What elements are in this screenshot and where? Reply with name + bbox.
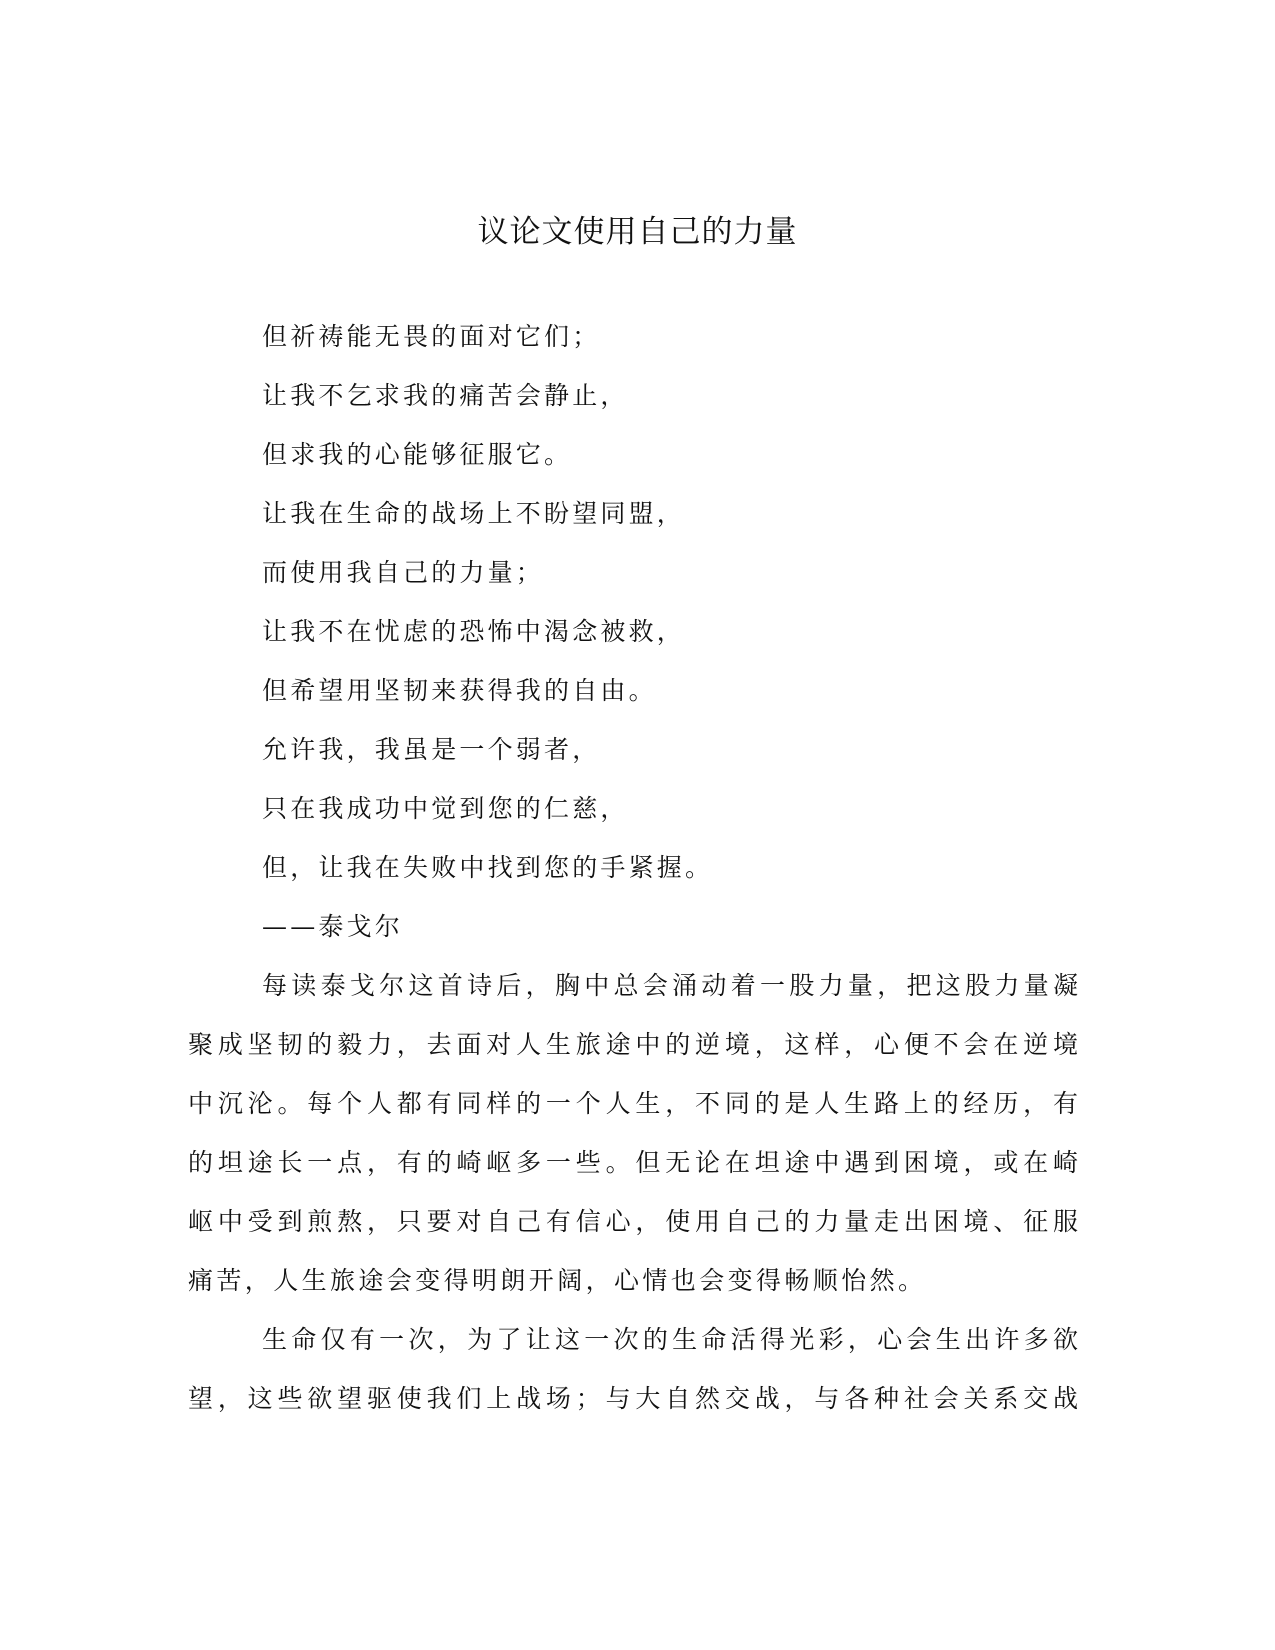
poem-line: 让我不乞求我的痛苦会静止， xyxy=(262,381,629,410)
poem-attribution: ——泰戈尔 xyxy=(262,912,404,941)
poem-line: 而使用我自己的力量； xyxy=(262,558,545,587)
paragraph-line: 生命仅有一次，为了让这一次的生命活得光彩，心会生出许多欲 xyxy=(262,1325,1078,1354)
poem-line: 让我在生命的战场上不盼望同盟， xyxy=(262,499,686,528)
paragraph-line: 岖中受到煎熬，只要对自己有信心，使用自己的力量走出困境、征服 xyxy=(188,1207,1078,1236)
paragraph-line: 的坦途长一点，有的崎岖多一些。但无论在坦途中遇到困境，或在崎 xyxy=(188,1148,1078,1177)
paragraph-line: 痛苦，人生旅途会变得明朗开阔，心情也会变得畅顺怡然。 xyxy=(188,1266,927,1295)
paragraph-line: 每读泰戈尔这首诗后，胸中总会涌动着一股力量，把这股力量凝 xyxy=(262,971,1078,1000)
poem-line: 但希望用坚韧来获得我的自由。 xyxy=(262,676,657,705)
poem-line: 让我不在忧虑的恐怖中渴念被救， xyxy=(262,617,686,646)
poem-line: 但，让我在失败中找到您的手紧握。 xyxy=(262,853,714,882)
paragraph-line: 中沉沦。每个人都有同样的一个人生，不同的是人生路上的经历，有 xyxy=(188,1089,1078,1118)
poem-line: 允许我，我虽是一个弱者， xyxy=(262,735,601,764)
paragraph-line: 望，这些欲望驱使我们上战场；与大自然交战，与各种社会关系交战 xyxy=(188,1384,1078,1413)
poem-line: 只在我成功中觉到您的仁慈， xyxy=(262,794,629,823)
document-title: 议论文使用自己的力量 xyxy=(477,214,798,250)
paragraph-line: 聚成坚韧的毅力，去面对人生旅途中的逆境，这样，心便不会在逆境 xyxy=(188,1030,1078,1059)
poem-line: 但求我的心能够征服它。 xyxy=(262,440,573,469)
poem-line: 但祈祷能无畏的面对它们； xyxy=(262,322,601,351)
